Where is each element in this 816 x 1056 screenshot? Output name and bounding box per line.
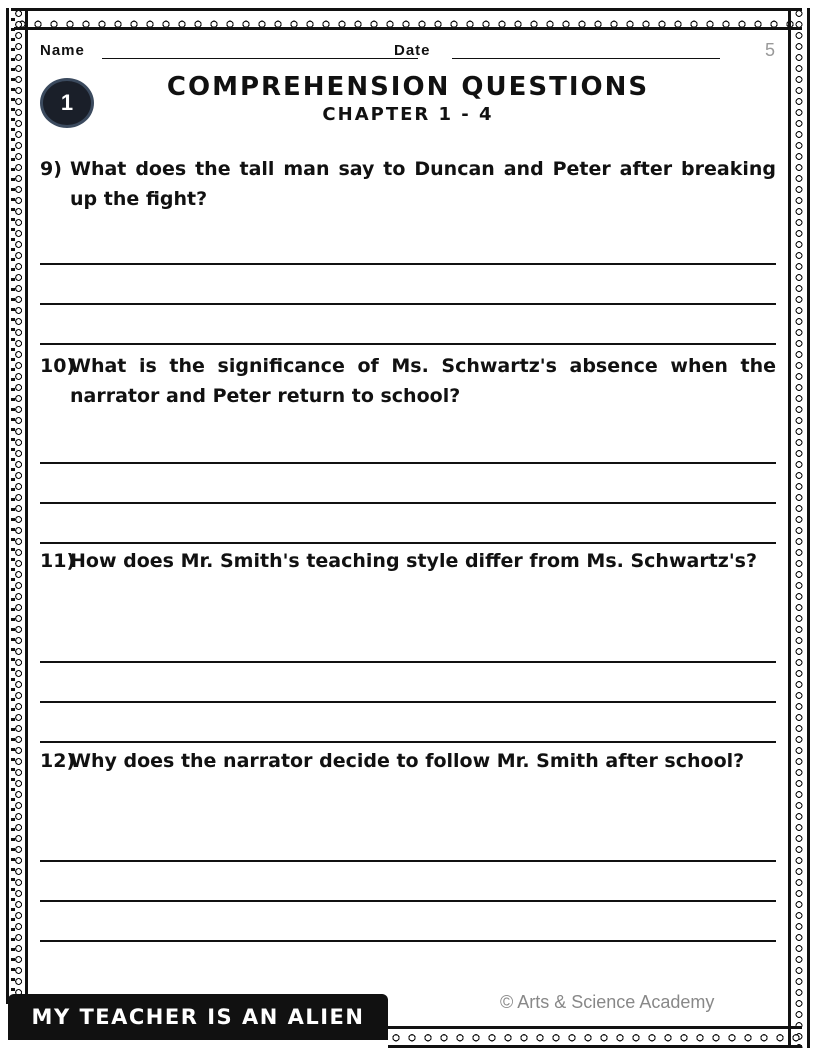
- question-text: How does Mr. Smith's teaching style differ from Ms. Schwartz's?: [70, 550, 757, 572]
- copyright-notice: © Arts & Science Academy: [500, 992, 715, 1012]
- answer-line[interactable]: [40, 303, 776, 305]
- question-text: Why does the narrator decide to follow Mr. Smith after school?: [70, 750, 745, 772]
- border-bottom-decoration: [388, 1026, 802, 1048]
- name-label: Name: [40, 42, 85, 59]
- question-text: What does the tall man say to Duncan and Peter after breaking up the fight?: [70, 158, 776, 210]
- question-10: [40, 351, 776, 411]
- question-number: 9): [40, 158, 62, 180]
- answer-line[interactable]: [40, 343, 776, 345]
- name-field-line[interactable]: [102, 58, 418, 59]
- question-12: [40, 746, 776, 776]
- answer-line[interactable]: [40, 661, 776, 663]
- answer-line[interactable]: [40, 860, 776, 862]
- border-left-decoration: [6, 8, 28, 1004]
- question-number: 10): [40, 355, 76, 377]
- book-title-banner: MY TEACHER IS AN ALIEN: [8, 994, 388, 1040]
- page-number: 5: [764, 40, 776, 60]
- page-subtitle: CHAPTER 1 - 4: [322, 104, 494, 125]
- answer-line[interactable]: [40, 502, 776, 504]
- page-title: COMPREHENSION QUESTIONS: [166, 72, 650, 102]
- date-field-line[interactable]: [452, 58, 720, 59]
- border-right-decoration: [788, 8, 810, 1048]
- answer-line[interactable]: [40, 900, 776, 902]
- answer-line[interactable]: [40, 701, 776, 703]
- question-number: 11): [40, 550, 76, 572]
- question-number: 12): [40, 750, 76, 772]
- border-top-decoration: [14, 8, 802, 30]
- name-date-header: [40, 40, 780, 64]
- answer-line[interactable]: [40, 542, 776, 544]
- answer-line[interactable]: [40, 462, 776, 464]
- question-11: [40, 546, 776, 576]
- answer-line[interactable]: [40, 741, 776, 743]
- answer-line[interactable]: [40, 940, 776, 942]
- answer-line[interactable]: [40, 263, 776, 265]
- question-9: [40, 154, 776, 214]
- section-number-badge: 1: [40, 78, 94, 128]
- date-label: Date: [394, 42, 431, 59]
- question-text: What is the significance of Ms. Schwartz's absence when the narrator and Peter return to school?: [70, 355, 776, 407]
